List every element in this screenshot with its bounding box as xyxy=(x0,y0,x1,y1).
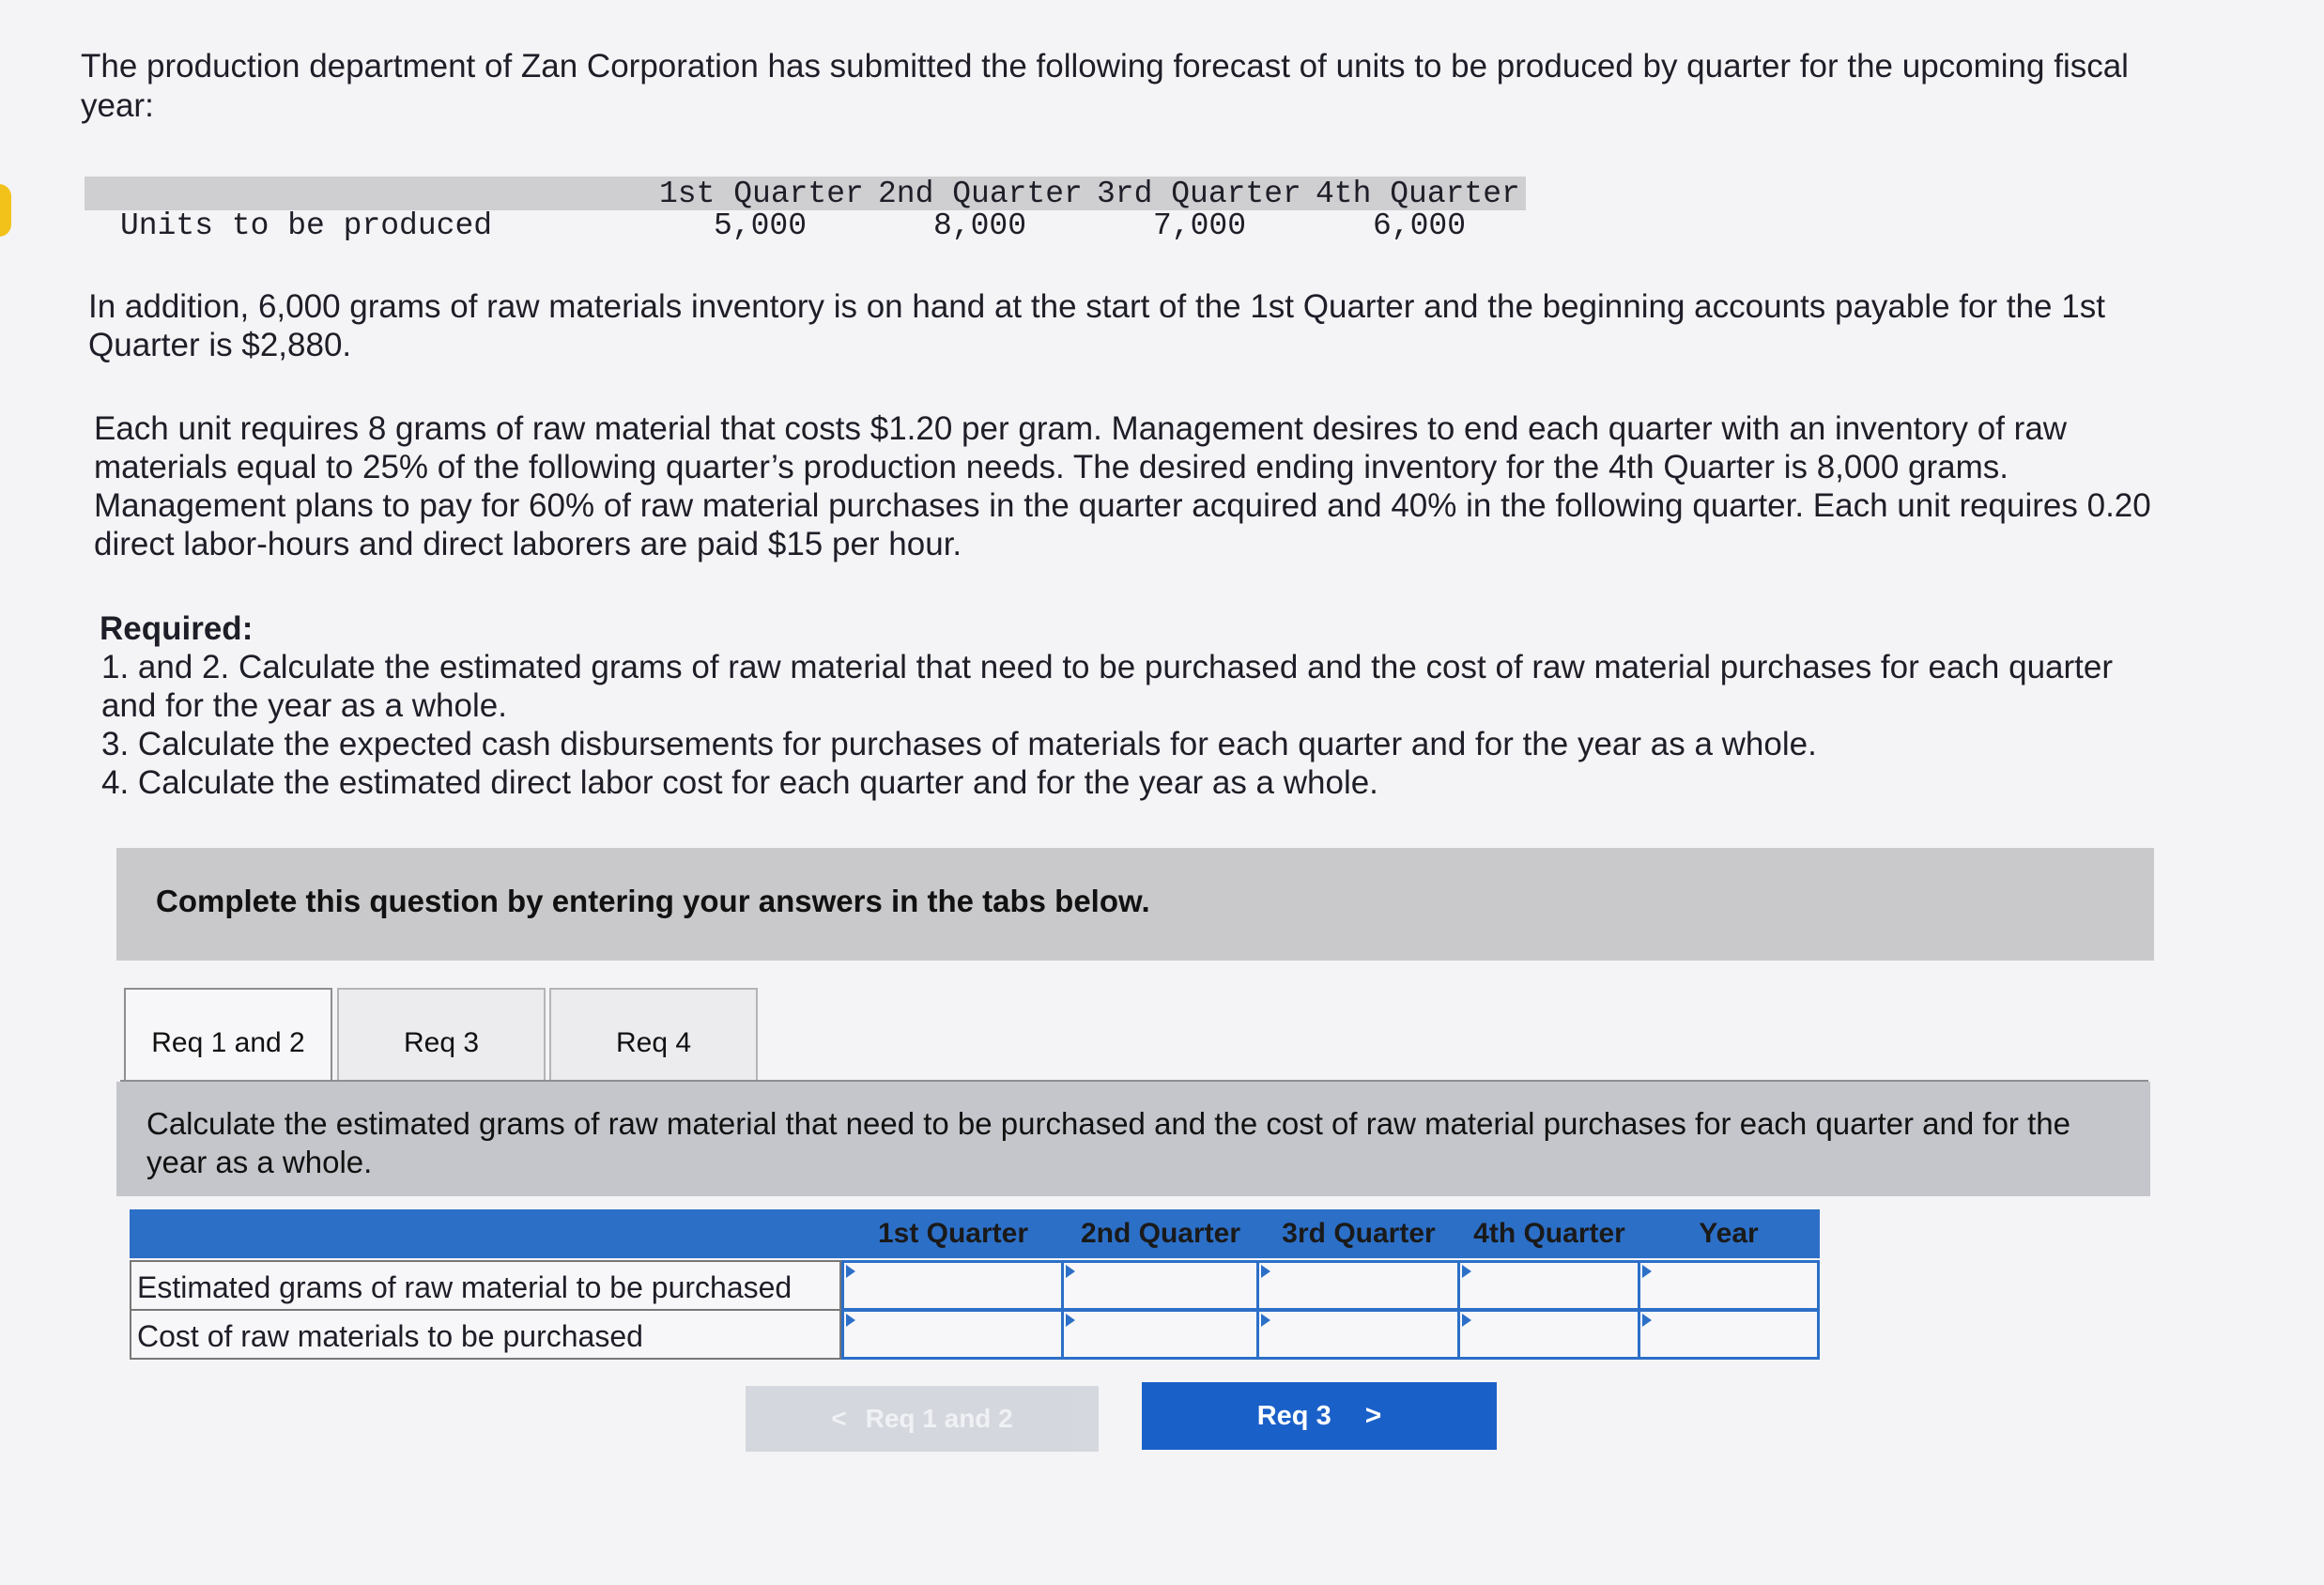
forecast-units-q4: 6,000 xyxy=(1373,208,1467,243)
forecast-header-q1: 1st Quarter xyxy=(659,177,864,211)
cost-q3-input[interactable] xyxy=(1256,1309,1461,1360)
tab-label: Req 1 and 2 xyxy=(151,1027,305,1058)
tab-description-text: Calculate the estimated grams of raw material that need to be purchased and the cost of raw material purchases for each quarter and for the year as a whole. xyxy=(146,1106,2070,1179)
tab-req-1-and-2[interactable] xyxy=(124,988,332,1091)
grams-year-input[interactable] xyxy=(1638,1260,1820,1311)
requirements-paragraph: Each unit requires 8 grams of raw material that costs $1.20 per gram. Management desires to end each quarter with an inventory of raw materials equal to 25% of the following quarter’s production needs. The desired ending inventory for the 4th Quarter is 8,000 grams. Management plans to pay for 60% of raw material purchases in the quarter acquired and 40% in the following quarter. Each unit requires 0.20 direct labor-hours and direct laborers are paid $15 per hour. xyxy=(94,410,2151,562)
instruction-text: Complete this question by entering your answers in the tabs below. xyxy=(156,884,1150,918)
next-req-button[interactable] xyxy=(1142,1382,1497,1450)
col-header-q2: 2nd Quarter xyxy=(1080,1218,1241,1249)
grams-q1-input[interactable] xyxy=(841,1260,1065,1311)
forecast-header-q2: 2nd Quarter xyxy=(878,177,1083,211)
cost-q1-input[interactable] xyxy=(841,1309,1065,1360)
tab-req-3[interactable] xyxy=(337,988,546,1091)
col-header-year: Year xyxy=(1699,1218,1759,1249)
tab-label: Req 4 xyxy=(615,1027,692,1058)
forecast-header-q4: 4th Quarter xyxy=(1316,177,1520,211)
chevron-left-icon: < xyxy=(831,1404,847,1433)
required-item: 3. Calculate the expected cash disbursements for purchases of materials for each quarter and for the year as a whole. xyxy=(101,726,1817,762)
tab-description-panel xyxy=(116,1082,2150,1196)
tab-label: Req 3 xyxy=(403,1027,480,1058)
required-list xyxy=(101,648,2167,802)
prev-req-label: Req 1 and 2 xyxy=(865,1404,1013,1433)
grams-q3-input[interactable] xyxy=(1256,1260,1461,1311)
required-item: 1. and 2. Calculate the estimated grams of raw material that need to be purchased and the cost of raw material purchases for each quarter and for the year as a whole. xyxy=(101,649,2114,724)
col-header-q1: 1st Quarter xyxy=(877,1218,1029,1249)
row-label-grams: Estimated grams of raw material to be purchased xyxy=(130,1260,841,1311)
cost-q2-input[interactable] xyxy=(1061,1309,1260,1360)
col-header-q4: 4th Quarter xyxy=(1473,1218,1625,1249)
tab-req-4[interactable] xyxy=(549,988,758,1091)
inventory-paragraph: In addition, 6,000 grams of raw materials inventory is on hand at the start of the 1st Quarter and the beginning accounts payable for the 1st Quarter is $2,880. xyxy=(88,288,2105,363)
forecast-header-q3: 3rd Quarter xyxy=(1097,177,1301,211)
chevron-right-icon: > xyxy=(1364,1400,1382,1431)
cost-q4-input[interactable] xyxy=(1457,1309,1641,1360)
grams-q4-input[interactable] xyxy=(1457,1260,1641,1311)
forecast-units-q2: 8,000 xyxy=(933,208,1027,243)
col-header-q3: 3rd Quarter xyxy=(1282,1218,1436,1249)
row-label-cost: Cost of raw materials to be purchased xyxy=(130,1309,841,1360)
forecast-units-q1: 5,000 xyxy=(714,208,808,243)
grams-q2-input[interactable] xyxy=(1061,1260,1260,1311)
prev-req-button[interactable] xyxy=(746,1386,1099,1452)
cost-year-input[interactable] xyxy=(1638,1309,1820,1360)
answer-table xyxy=(130,1209,1820,1365)
required-heading: Required: xyxy=(100,610,254,647)
intro-text: The production department of Zan Corporation has submitted the following forecast of units to be produced by quarter for the upcoming fiscal year: xyxy=(81,48,2129,124)
forecast-units-q3: 7,000 xyxy=(1153,208,1247,243)
next-req-label: Req 3 xyxy=(1256,1401,1331,1431)
forecast-row-label: Units to be produced xyxy=(120,208,493,243)
side-indicator xyxy=(0,184,11,237)
required-item: 4. Calculate the estimated direct labor cost for each quarter and for the year as a whole. xyxy=(101,764,1378,801)
instruction-panel xyxy=(116,848,2154,961)
